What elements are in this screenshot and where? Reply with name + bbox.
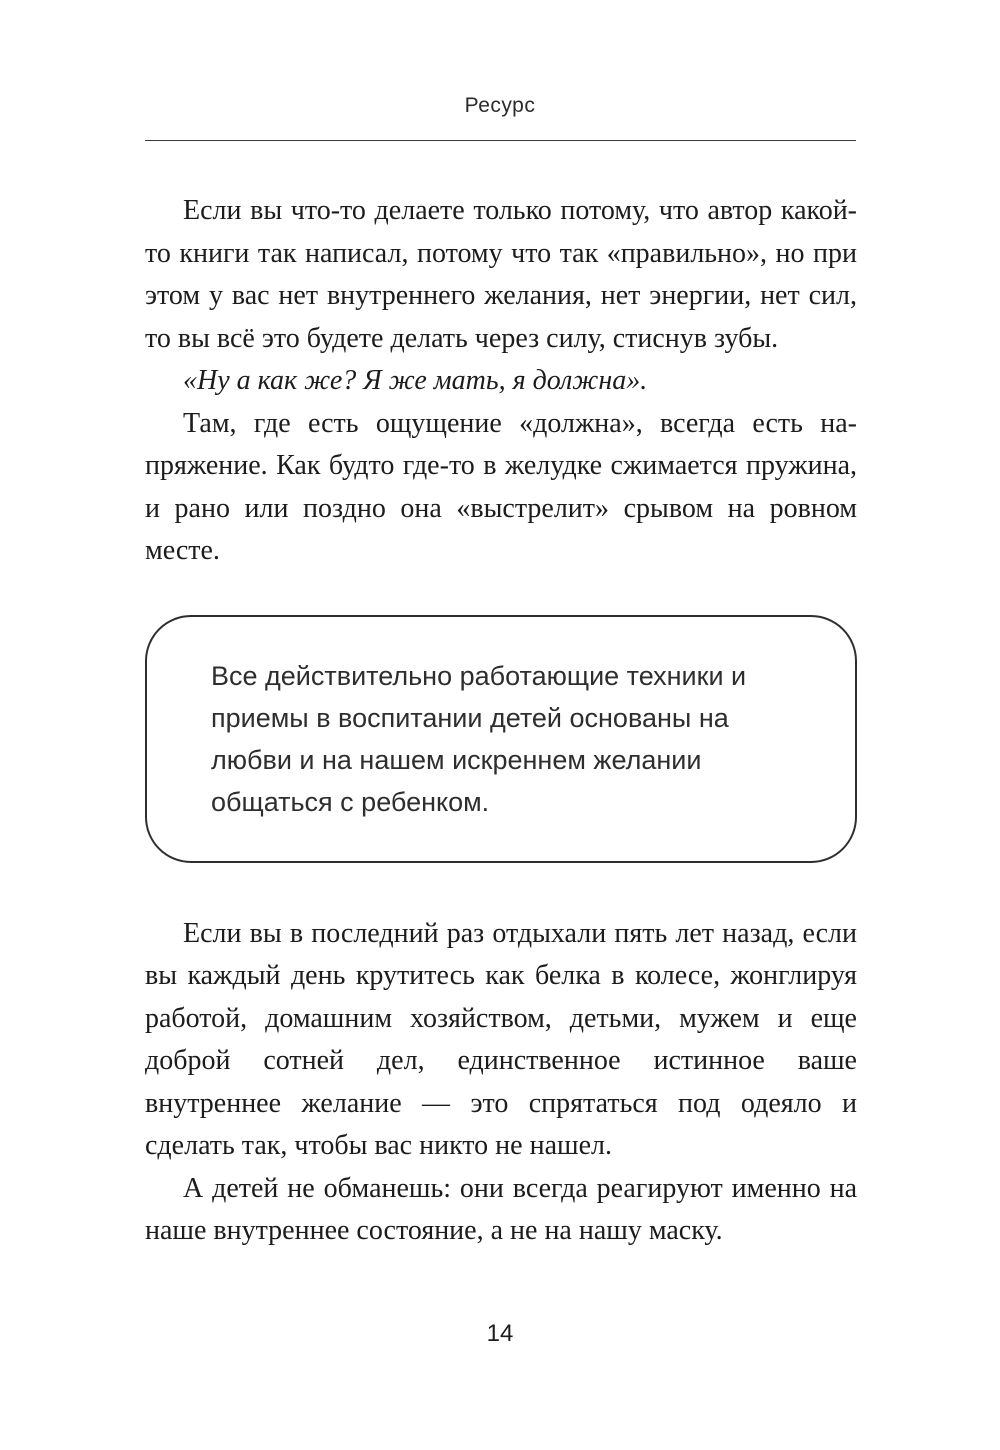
- paragraph-4: А детей не обманешь: они всегда реагируют именно на наше внутреннее состояние, а не на нашу маску.: [145, 1172, 857, 1246]
- running-header: Ресурс: [464, 94, 536, 117]
- paragraph-1: Если вы что-то делаете только потому, что автор какой-то книги так написал, потому что так «правильно», но при этом у вас нет внутреннего желания, нет энергии, нет сил, то вы всё это будете делать через силу, стиснув зубы.: [145, 195, 857, 354]
- callout-box: [145, 615, 857, 863]
- paragraph-quote: «Ну а как же? Я же мать, я должна».: [183, 365, 648, 396]
- paragraph-2: Там, где есть ощущение «должна», всегда есть напряжение. Как будто где-то в желудке сжимается пружина, и рано или поздно она «выстрелит» срывом на ровном месте.: [145, 407, 857, 566]
- page-number: 14: [486, 1320, 514, 1347]
- callout-text: Все действительно работающие техники и приемы в воспитании детей основаны на любви и на нашем искреннем желании общаться с ребенком.: [211, 660, 747, 817]
- paragraph-3: Если вы в последний раз отдыхали пять лет назад, если вы каждый день крутитесь как белка в колесе, жонглируя работой, домашним хозяйством, детьми, мужем и еще доброй сотней дел, единственное истинное ваше внутреннее желание — это спрятаться под одеяло и сделать так, чтобы вас никто не нашел.: [145, 917, 857, 1161]
- page-body: [145, 190, 857, 1253]
- header-rule: [145, 140, 856, 141]
